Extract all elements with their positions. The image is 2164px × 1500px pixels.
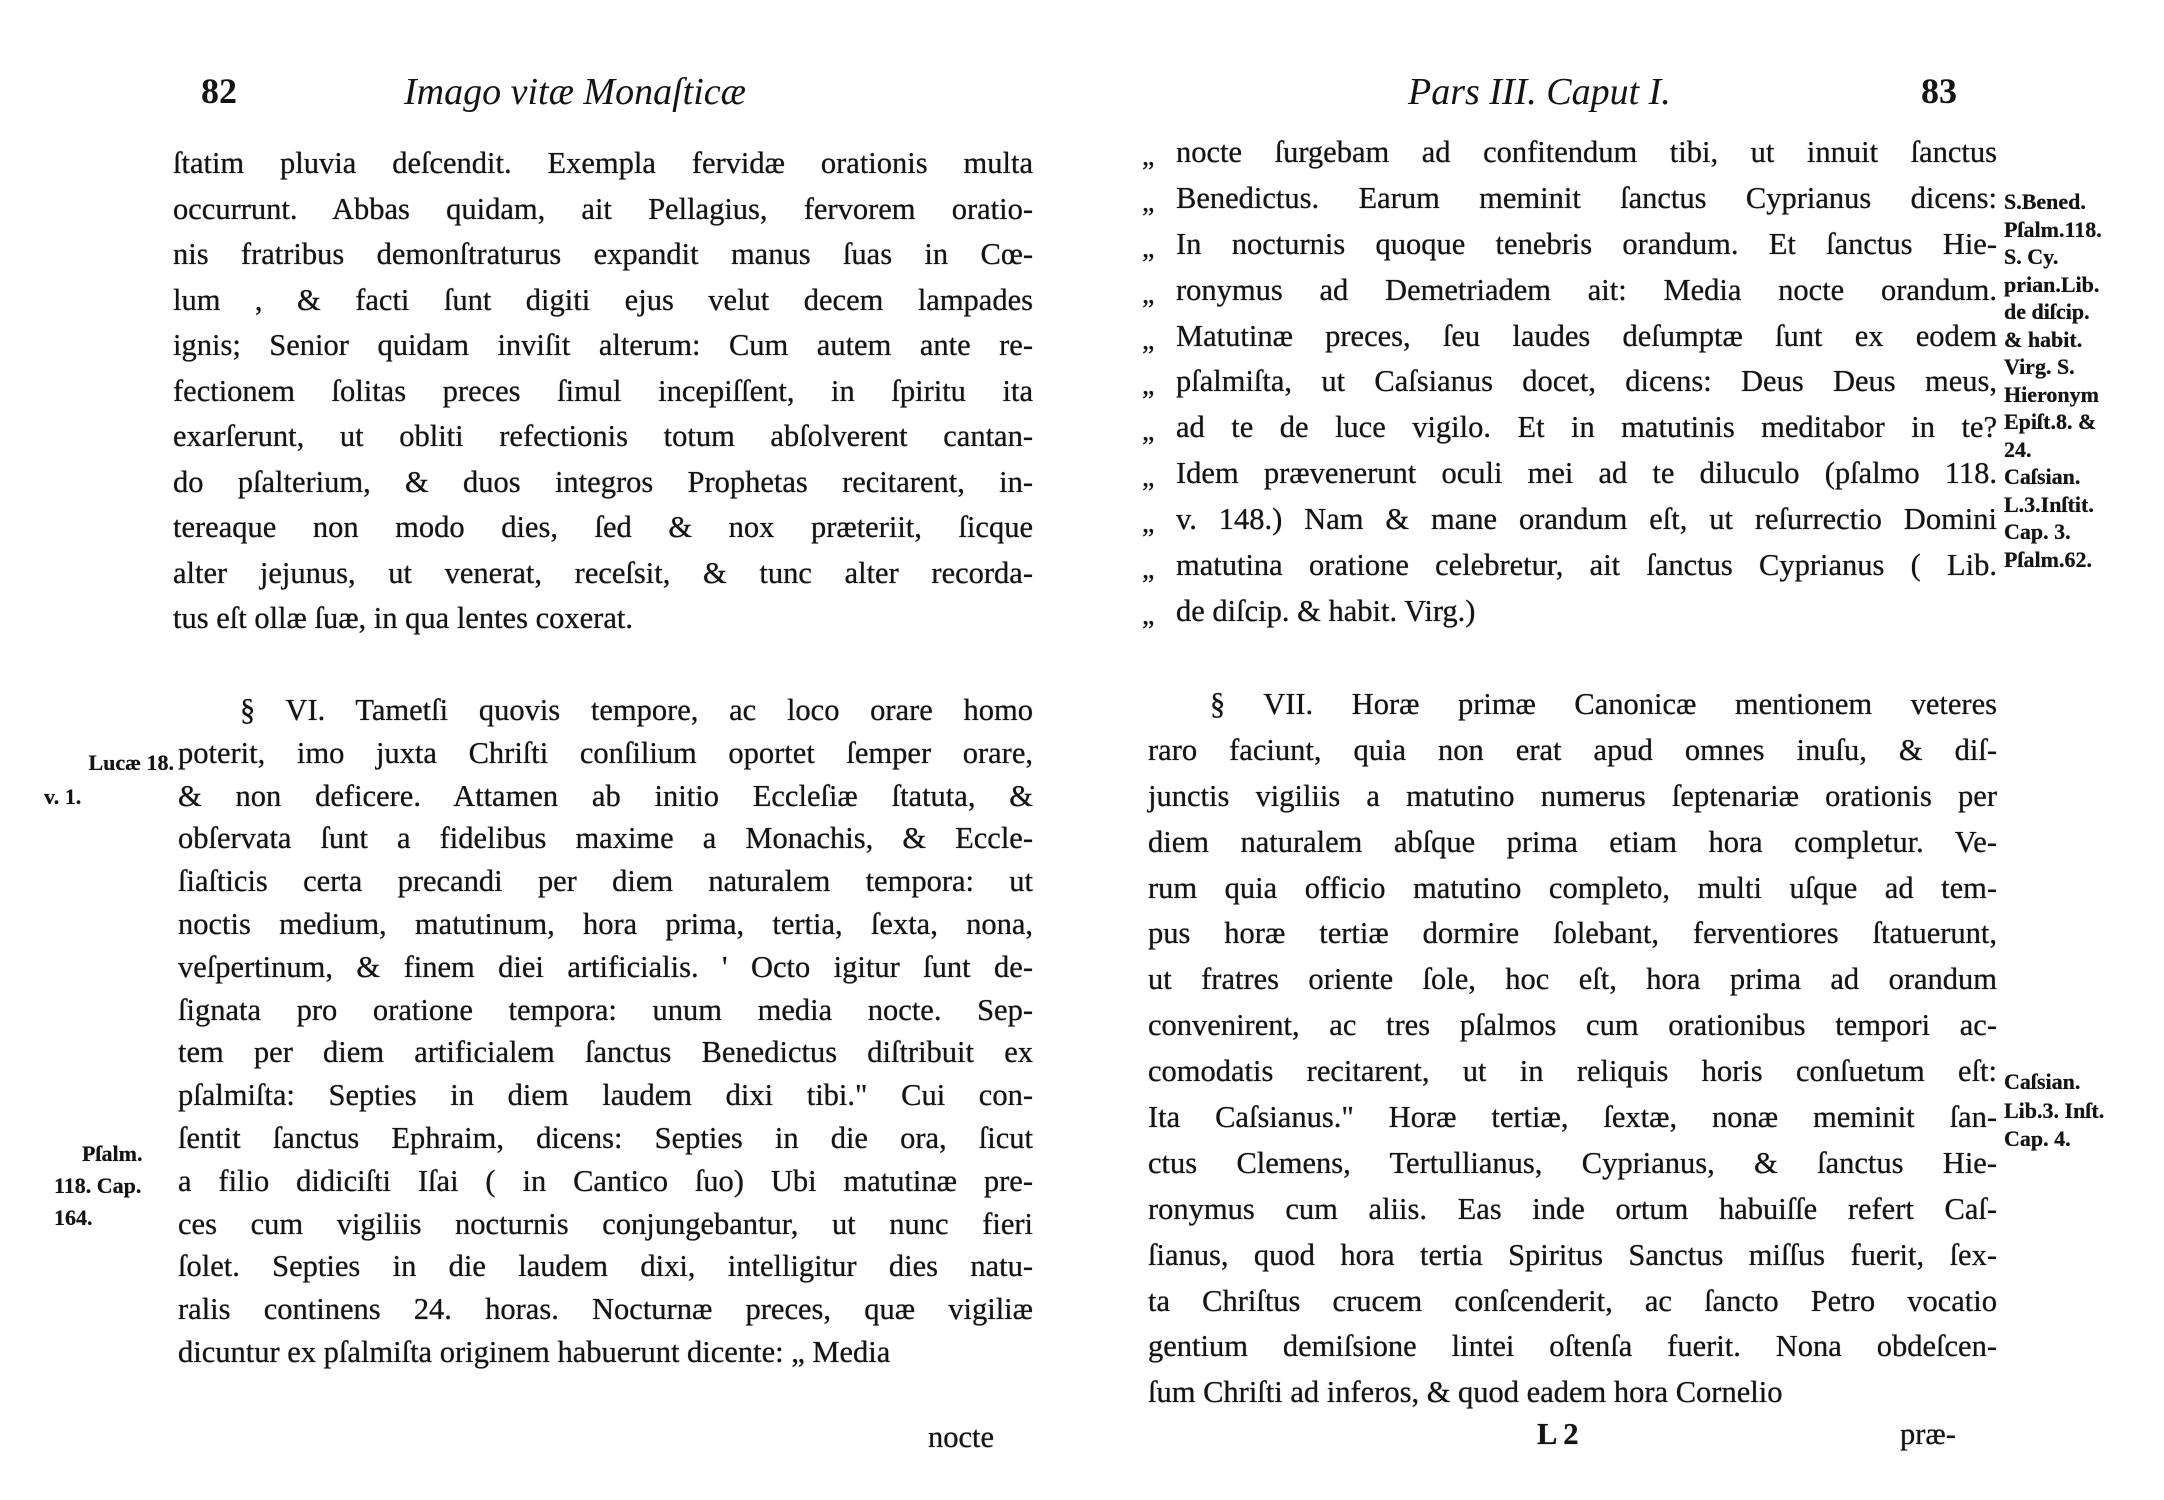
- text-line: ctus Clemens, Tertullianus, Cyprianus, & ſanctus Hie-: [1148, 1145, 1997, 1180]
- quotation-mark: „: [1142, 324, 1155, 356]
- text-line: ſignata pro oratione tempora: unum media nocte. Sep-: [178, 992, 1033, 1027]
- text-line: „ de diſcip. & habit. Virg.): [1176, 589, 1997, 635]
- right-page-number: 83: [1921, 71, 1957, 111]
- margin-note: prian.Lib.: [2004, 271, 2100, 297]
- margin-note: Caſsian.: [2004, 1069, 2081, 1094]
- text-line: noctis medium, matutinum, hora prima, tertia, ſexta, nona,: [178, 906, 1033, 941]
- right-catchword: præ-: [1900, 1417, 1956, 1451]
- text-line: „ ad te de luce vigilo. Et in matutinis meditabor in te?: [1176, 405, 1997, 451]
- text-line: „ nocte ſurgebam ad confitendum tibi, ut innuit ſanctus: [1176, 130, 1997, 176]
- margin-note: Hieronym: [2004, 381, 2099, 407]
- margin-note: Pſalm.62.: [2004, 546, 2092, 572]
- text-line: veſpertinum, & finem diei artificialis. ' Octo igitur ſunt de-: [178, 949, 1033, 984]
- text-line: Ita Caſsianus." Horæ tertiæ, ſextæ, nonæ meminit ſan-: [1148, 1100, 1997, 1135]
- right-paragraph-1-quotation: [1142, 130, 1997, 635]
- quotation-mark: „: [1142, 278, 1155, 310]
- text-line: § VII. Horæ primæ Canonicæ mentionem veteres: [1210, 687, 1997, 721]
- right-running-head: Pars III. Caput I.: [1408, 71, 1671, 113]
- text-line: dicuntur ex pſalmiſta originem habuerunt dicente: „ Media: [178, 1334, 891, 1369]
- text-line: raro faciunt, quia non erat apud omnes inuſu, & diſ-: [1148, 732, 1997, 767]
- text-line: „ In nocturnis quoque tenebris orandum. Et ſanctus Hie-: [1176, 222, 1997, 268]
- text-line: & non deficere. Attamen ab initio Eccleſiæ ſtatuta, &: [178, 778, 1033, 813]
- quotation-mark: „: [1142, 599, 1155, 631]
- text-line: tem per diem artificialem ſanctus Benedictus diſtribuit ex: [178, 1035, 1033, 1070]
- text-line: pſalmiſta: Septies in diem laudem dixi tibi." Cui con-: [178, 1078, 1033, 1113]
- margin-note: Caſsian.: [2004, 464, 2081, 489]
- margin-note: de diſcip.: [2004, 299, 2090, 324]
- text-line: pus horæ tertiæ dormire ſolebant, ferventiores ſtatuerunt,: [1148, 916, 1997, 951]
- quotation-mark: „: [1142, 416, 1155, 448]
- text-line: „ pſalmiſta, ut Caſsianus docet, dicens: Deus Deus meus,: [1176, 359, 1997, 405]
- margin-note: Lucæ 18.: [88, 750, 174, 775]
- margin-note: 118. Cap.: [54, 1173, 142, 1198]
- text-line: tus eſt ollæ ſuæ, in qua lentes coxerat.: [173, 601, 633, 635]
- text-line: occurrunt. Abbas quidam, ait Pellagius, fervorem oratio-: [173, 191, 1033, 226]
- text-line: ſum Chriſti ad inferos, & quod eadem hora Cornelio: [1148, 1375, 1783, 1410]
- margin-note: Virg. S.: [2004, 354, 2075, 379]
- signature-mark: L 2: [1537, 1417, 1579, 1451]
- text-line: nis fratribus demonſtraturus expandit manus ſuas in Cœ-: [173, 237, 1033, 271]
- text-line: junctis vigiliis a matutino numerus ſeptenariæ orationis per: [1148, 778, 1997, 813]
- text-line: ſiaſticis certa precandi per diem naturalem tempora: ut: [178, 864, 1033, 899]
- text-line: alter jejunus, ut venerat, receſsit, & tunc alter recorda-: [173, 555, 1033, 590]
- text-line: ſentit ſanctus Ephraim, dicens: Septies in die ora, ſicut: [178, 1120, 1033, 1155]
- text-line: ignis; Senior quidam inviſit alterum: Cum autem ante re-: [173, 328, 1033, 362]
- margin-note: Epiſt.8. &: [2004, 409, 2097, 434]
- right-paragraph-2-section-vii: [1148, 682, 1997, 1416]
- text-line: ces cum vigiliis nocturnis conjungebantur, ut nunc fieri: [178, 1206, 1033, 1241]
- left-running-head: Imago vitæ Monaſticæ: [404, 71, 746, 113]
- text-line: exarſerunt, ut obliti refectionis totum abſolverent cantan-: [173, 419, 1033, 453]
- text-line: gentium demiſsione lintei oſtenſa fuerit. Nona obdeſcen-: [1148, 1329, 1997, 1364]
- margin-note: & habit.: [2004, 326, 2083, 352]
- margin-note: S. Cy.: [2004, 244, 2059, 269]
- margin-note: Pſalm.118.: [2004, 216, 2102, 242]
- right-margin-notes-bottom: [2004, 1068, 2104, 1154]
- text-line: ronymus cum aliis. Eas inde ortum habuiſſe refert Caſ-: [1148, 1191, 1997, 1226]
- left-page-number: 82: [201, 71, 237, 111]
- text-line: obſervata ſunt a fidelibus maxime a Monachis, & Eccle-: [178, 821, 1033, 856]
- text-line: lum , & facti ſunt digiti ejus velut decem lampades: [173, 282, 1033, 317]
- quotation-mark: „: [1142, 186, 1155, 218]
- left-paragraph-2-section-vi: [178, 689, 1033, 1374]
- margin-note: Lib.3. Inſt.: [2004, 1097, 2105, 1123]
- text-line: comodatis recitarent, ut in reliquis horis conſuetum eſt:: [1148, 1054, 1997, 1089]
- margin-note: 164.: [54, 1205, 93, 1230]
- text-line: rum quia officio matutino completo, multi uſque ad tem-: [1148, 870, 1997, 905]
- margin-note: v. 1.: [44, 784, 82, 809]
- margin-note: Pſalm.: [82, 1141, 143, 1166]
- text-line: „ Matutinæ preces, ſeu laudes deſumptæ ſunt ex eodem: [1176, 314, 1997, 360]
- text-line: ut fratres oriente ſole, hoc eſt, hora prima ad orandum: [1148, 962, 1997, 997]
- margin-note: L.3.Inſtit.: [2004, 491, 2094, 517]
- left-catchword: nocte: [928, 1420, 995, 1454]
- text-line: ſianus, quod hora tertia Spiritus Sanctus miſſus fuerit, ſex-: [1148, 1237, 1997, 1272]
- text-line: „ v. 148.) Nam & mane orandum eſt, ut reſurrectio Domini: [1176, 497, 1997, 543]
- margin-note: Cap. 4.: [2004, 1126, 2071, 1151]
- text-line: do pſalterium, & duos integros Prophetas recitarent, in-: [173, 464, 1033, 499]
- text-line: ſtatim pluvia deſcendit. Exempla fervidæ orationis multa: [173, 146, 1033, 180]
- left-paragraph-1: [173, 141, 1033, 642]
- text-line: ralis continens 24. horas. Nocturnæ preces, quæ vigiliæ: [178, 1292, 1033, 1327]
- margin-note: S.Bened.: [2004, 189, 2086, 214]
- margin-note: 24.: [2004, 436, 2032, 462]
- text-line: ta Chriſtus crucem conſcenderit, ac ſancto Petro vocatio: [1148, 1283, 1997, 1318]
- text-line: fectionem ſolitas preces ſimul incepiſſent, in ſpiritu ita: [173, 373, 1033, 408]
- text-line: „ ronymus ad Demetriadem ait: Media nocte orandum.: [1176, 268, 1997, 314]
- quotation-mark: „: [1142, 141, 1155, 172]
- text-line: poterit, imo juxta Chriſti conſilium oportet ſemper orare,: [178, 735, 1033, 770]
- text-line: „ matutina oratione celebretur, ait ſanctus Cyprianus ( Lib.: [1176, 543, 1997, 589]
- text-line: ſolet. Septies in die laudem dixi, intelligitur dies natu-: [178, 1249, 1033, 1284]
- right-margin-notes-top: [2004, 188, 2102, 573]
- quotation-mark: „: [1142, 508, 1155, 540]
- quotation-mark: „: [1142, 554, 1155, 586]
- quotation-mark: „: [1142, 462, 1155, 494]
- text-line: a filio didiciſti Iſai ( in Cantico ſuo) Ubi matutinæ pre-: [178, 1163, 1033, 1198]
- text-line: convenirent, ac tres pſalmos cum orationibus tempori ac-: [1148, 1008, 1997, 1043]
- margin-note: Cap. 3.: [2004, 519, 2071, 544]
- text-line: diem naturalem abſque prima etiam hora completur. Ve-: [1148, 824, 1997, 859]
- quotation-mark: „: [1142, 370, 1155, 402]
- quotation-mark: „: [1142, 232, 1155, 264]
- text-line: tereaque non modo dies, ſed & nox præteriit, ſicque: [173, 510, 1033, 544]
- text-line: § VI. Tametſi quovis tempore, ac loco orare homo: [240, 693, 1033, 727]
- text-line: „ Idem prævenerunt oculi mei ad te diluculo (pſalmo 118.: [1176, 451, 1997, 497]
- text-line: „ Benedictus. Earum meminit ſanctus Cyprianus dicens:: [1176, 176, 1997, 222]
